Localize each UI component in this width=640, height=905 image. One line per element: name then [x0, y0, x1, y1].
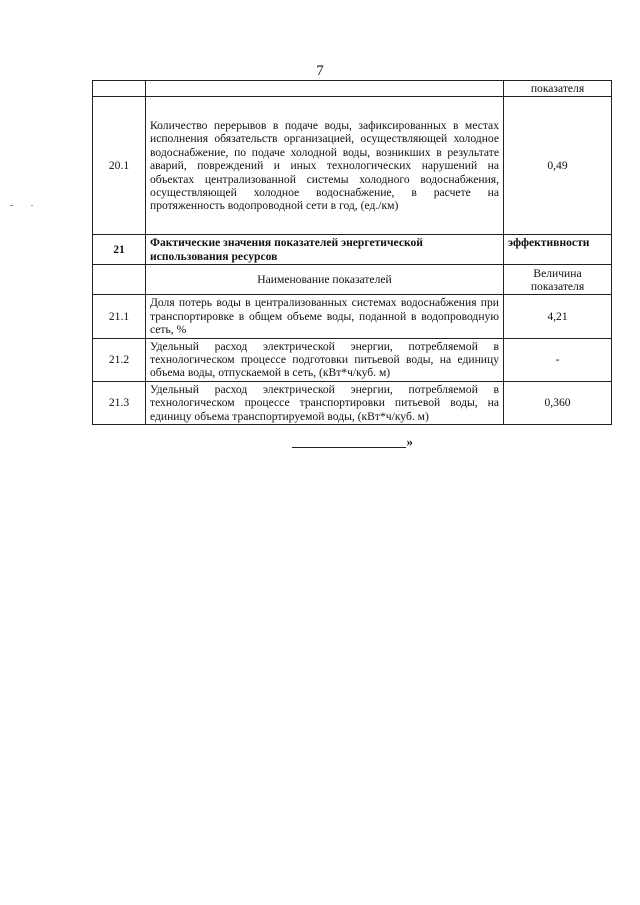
scan-artifact [31, 205, 33, 206]
end-of-section-mark [292, 436, 413, 448]
table-row [93, 338, 612, 381]
table-row [93, 97, 612, 235]
column-header-value: Величина показателя [504, 265, 612, 295]
row-indicator-value: 0,360 [504, 381, 612, 424]
section-header-row [93, 235, 612, 265]
table-row [93, 81, 612, 97]
row-indicator-name: Удельный расход электрической энергии, потребляемой в технологическом процессе подготовки питьевой воды, на единицу объема воды, отпускаемой в сеть, (кВт*ч/куб. м) [146, 338, 504, 381]
column-header-name: Наименование показателей [146, 265, 504, 295]
row-number: 20.1 [93, 97, 146, 235]
scan-artifact [10, 205, 13, 206]
row-indicator-value: - [504, 338, 612, 381]
indicators-table [92, 80, 612, 425]
section-title [146, 235, 504, 265]
table-row [93, 381, 612, 424]
table-row [93, 295, 612, 338]
row-indicator-name: Удельный расход электрической энергии, потребляемой в технологическом процессе транспортировки питьевой воды, на единицу объема транспортируемой воды, (кВт*ч/куб. м) [146, 381, 504, 424]
row-indicator-value: 4,21 [504, 295, 612, 338]
row-number: 21.1 [93, 295, 146, 338]
section-title-line1: Фактические значения показателей энергетической [150, 236, 423, 250]
table-cell-name [146, 81, 504, 97]
section-title-continued: эффективности [508, 236, 590, 250]
closing-quote: » [406, 434, 413, 449]
column-header-number [93, 265, 146, 295]
table-cell-number [93, 81, 146, 97]
section-title-tail [504, 235, 612, 265]
row-indicator-name: Количество перерывов в подаче воды, зафиксированных в местах исполнения обязательств организацией, осуществляющей холодное водоснабжение, по подаче холодной воды, возникших в результате аварий, повреждений и иных технологических нарушений на объектах централизованной системы холодного водоснабжения, осуществляющей холодное водоснабжение, в расчете на протяженность водопроводной сети в год, (ед./км) [146, 97, 504, 235]
section-number: 21 [93, 235, 146, 265]
row-number: 21.2 [93, 338, 146, 381]
end-underline [292, 437, 406, 448]
page-number: 7 [316, 63, 324, 79]
row-number: 21.3 [93, 381, 146, 424]
row-indicator-value: 0,49 [504, 97, 612, 235]
column-header-row [93, 265, 612, 295]
section-title-line2: использования ресурсов [150, 249, 278, 263]
row-indicator-name: Доля потерь воды в централизованных системах водоснабжения при транспортировке в общем объеме воды, поданной в водопроводную сеть, % [146, 295, 504, 338]
table-cell-value-header: показателя [504, 81, 612, 97]
